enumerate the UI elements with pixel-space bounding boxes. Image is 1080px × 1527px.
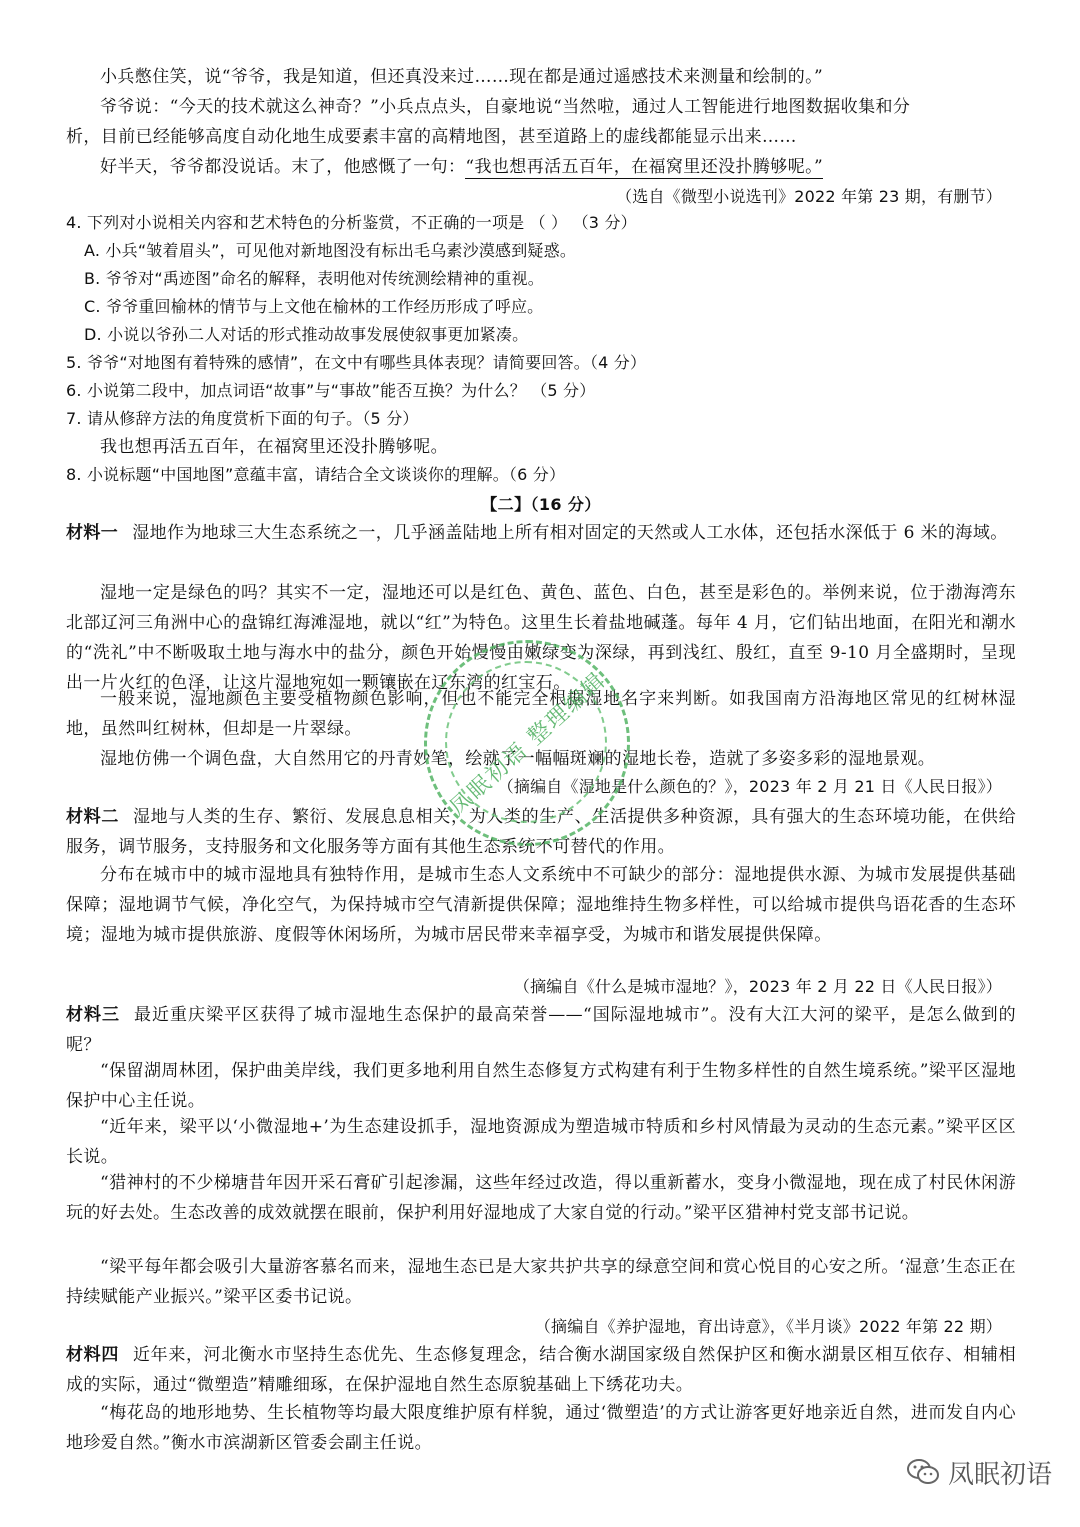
material-3-p3: “近年来，梁平以‘小微湿地+’为生态建设抓手，湿地资源成为塑造城市特质和乡村风情最为灵动的生态元素。”梁平区区长说。 — [66, 1117, 1016, 1167]
question-5: 5. 爷爷“对地图有着特殊的感情”，在文中有哪些具体表现？请简要回答。（4 分） — [66, 353, 647, 372]
material-1-p4: 湿地仿佛一个调色盘，大自然用它的丹青妙笔，绘就了一幅幅斑斓的湿地长卷，造就了多姿多彩的湿地景观。 — [100, 749, 936, 769]
material-4-p1: 近年来，河北衡水市坚持生态优先、生态修复理念，结合衡水湖国家级自然保护区和衡水湖景区相互依存、相辅相成的实际，通过“微塑造”精雕细琢，在保护湿地自然生态原貌基础上下绣花功夫。 — [66, 1345, 1016, 1395]
underlined-quote: “我也想再活五百年，在福窝里还没扑腾够呢。” — [465, 157, 824, 177]
q4-option-a: A. 小兵“皱着眉头”，可见他对新地图没有标出毛乌素沙漠感到疑惑。 — [84, 241, 577, 260]
story-line-4-text: 好半天，爷爷都没说话。末了，他感慨了一句： — [100, 157, 466, 177]
material-1-intro — [66, 518, 1016, 548]
watermark-stamp — [424, 640, 630, 846]
material-3-p2: “保留湖周林团，保护曲美岸线，我们更多地利用自然生态修复方式构建有利于生物多样性的自然生境系统。”梁平区湿地保护中心主任说。 — [66, 1061, 1016, 1111]
stamp-text: 凤眠初语 整理编辑 — [445, 667, 612, 821]
question-4: 4. 下列对小说相关内容和艺术特色的分析鉴赏，不正确的一项是 （ ） （3 分） — [66, 213, 637, 232]
question-7-sentence: 我也想再活五百年，在福窝里还没扑腾够呢。 — [100, 437, 448, 457]
material-1-p1: 湿地作为地球三大生态系统之一，几乎涵盖陆地上所有相对固定的天然或人工水体，还包括水深低于 6 米的海域。 — [132, 523, 1008, 543]
q4-option-c: C. 爷爷重回榆林的情节与上文他在榆林的工作经历形成了呼应。 — [84, 297, 544, 316]
material-2-p2: 分布在城市中的城市湿地具有独特作用，是城市生态人文系统中不可缺少的部分：湿地提供水源、为城市发展提供基础保障；湿地调节气候，净化空气，为保持城市空气清新提供保障；湿地维持生物多样性，可以给城市提供鸟语花香的生态环境；湿地为城市提供旅游、度假等休闲场所，为城市居民带来幸福享受，为城市和谐发展提供保障。 — [66, 865, 1016, 945]
material-4-label: 材料四 — [66, 1345, 119, 1365]
q4-option-d: D. 小说以爷孙二人对话的形式推动故事发展使叙事更加紧凑。 — [84, 325, 529, 344]
wechat-icon — [906, 1458, 940, 1486]
story-line-2: 爷爷说：“今天的技术就这么神奇？”小兵点点头，自豪地说“当然啦，通过人工智能进行地图数据收集和分 — [100, 97, 911, 117]
material-2-label: 材料二 — [66, 807, 119, 827]
material-2-p1: 湿地与人类的生存、繁衍、发展息息相关，为人类的生产、生活提供多种资源，具有强大的生态环境功能，在供给服务，调节服务，支持服务和文化服务等方面有其他生态系统不可替代的作用。 — [66, 807, 1016, 857]
material-3-p4: “猎神村的不少梯塘昔年因开采石膏矿引起渗漏，这些年经过改造，得以重新蓄水，变身小微湿地，现在成了村民休闲游玩的好去处。生态改善的成效就摆在眼前，保护利用好湿地成了大家自觉的行动。”梁平区猎神村党支部书记说。 — [66, 1173, 1016, 1223]
material-3-p5: “梁平每年都会吸引大量游客慕名而来，湿地生态已是大家共护共享的绿意空间和赏心悦目的心安之所。‘湿意’生态正在持续赋能产业振兴。”梁平区委书记说。 — [66, 1257, 1016, 1307]
logo-text: 凤眠初语 — [948, 1459, 1053, 1490]
material-3-source: （摘编自《养护湿地，育出诗意》，《半月谈》2022 年第 22 期） — [534, 1317, 1002, 1336]
material-3-label: 材料三 — [66, 1005, 121, 1025]
story-line-3: 析，目前已经能够高度自动化地生成要素丰富的高精地图，甚至道路上的虚线都能显示出来…… — [66, 127, 797, 147]
material-1-source: （摘编自《湿地是什么颜色的？》，2023 年 2 月 21 日《人民日报》） — [497, 777, 1002, 796]
material-1-p2: 湿地一定是绿色的吗？其实不一定，湿地还可以是红色、黄色、蓝色、白色，甚至是彩色的。举例来说，位于渤海湾东北部辽河三角洲中心的盘锦红海滩湿地，就以“红”为特色。这里生长着盐地碱蓬。每年 4 月，它们钻出地面，在阳光和潮水的“洗礼”中不断吸取土地与海水中的盐分，颜色开始慢慢由嫩绿变为深绿，再到浅红、殷红，直至 9-10 月全盛期时，呈现出一片火红的色泽，让这片湿地宛如一颗镶嵌在辽东湾的红宝石。 — [66, 583, 1016, 693]
material-1-label: 材料一 — [66, 523, 119, 543]
story-line-1: 小兵憋住笑，说“爷爷，我是知道，但还真没来过……现在都是通过遥感技术来测量和绘制的。” — [100, 67, 824, 87]
material-1-p3: 一般来说，湿地颜色主要受植物颜色影响，但也不能完全根据湿地名字来判断。如我国南方沿海地区常见的红树林湿地，虽然叫红树林，但却是一片翠绿。 — [66, 689, 1016, 739]
question-8: 8. 小说标题“中国地图”意蕴丰富，请结合全文谈谈你的理解。（6 分） — [66, 465, 566, 484]
account-logo — [906, 1452, 1052, 1492]
q4-option-b: B. 爷爷对“禹迹图”命名的解释，表明他对传统测绘精神的重视。 — [84, 269, 544, 288]
material-2-source: （摘编自《什么是城市湿地？》，2023 年 2 月 22 日《人民日报》） — [513, 977, 1002, 996]
story-source: （选自《微型小说选刊》2022 年第 23 期，有删节） — [616, 187, 1002, 206]
question-7: 7. 请从修辞方法的角度赏析下面的句子。（5 分） — [66, 409, 419, 428]
story-line-4 — [66, 152, 1016, 182]
material-4-intro — [66, 1340, 1016, 1400]
section-title: 【二】（16 分） — [481, 495, 601, 514]
material-3-p1: 最近重庆梁平区获得了城市湿地生态保护的最高荣誉——“国际湿地城市”。没有大江大河的梁平，是怎么做到的呢？ — [66, 1005, 1016, 1055]
material-4-p2: “梅花岛的地形地势、生长植物等均最大限度维护原有样貌，通过‘微塑造’的方式让游客更好地亲近自然，进而发自内心地珍爱自然。”衡水市滨湖新区管委会副主任说。 — [66, 1403, 1016, 1453]
material-3-intro — [66, 1000, 1016, 1060]
question-6: 6. 小说第二段中，加点词语“故事”与“事故”能否互换？为什么？ （5 分） — [66, 381, 596, 400]
